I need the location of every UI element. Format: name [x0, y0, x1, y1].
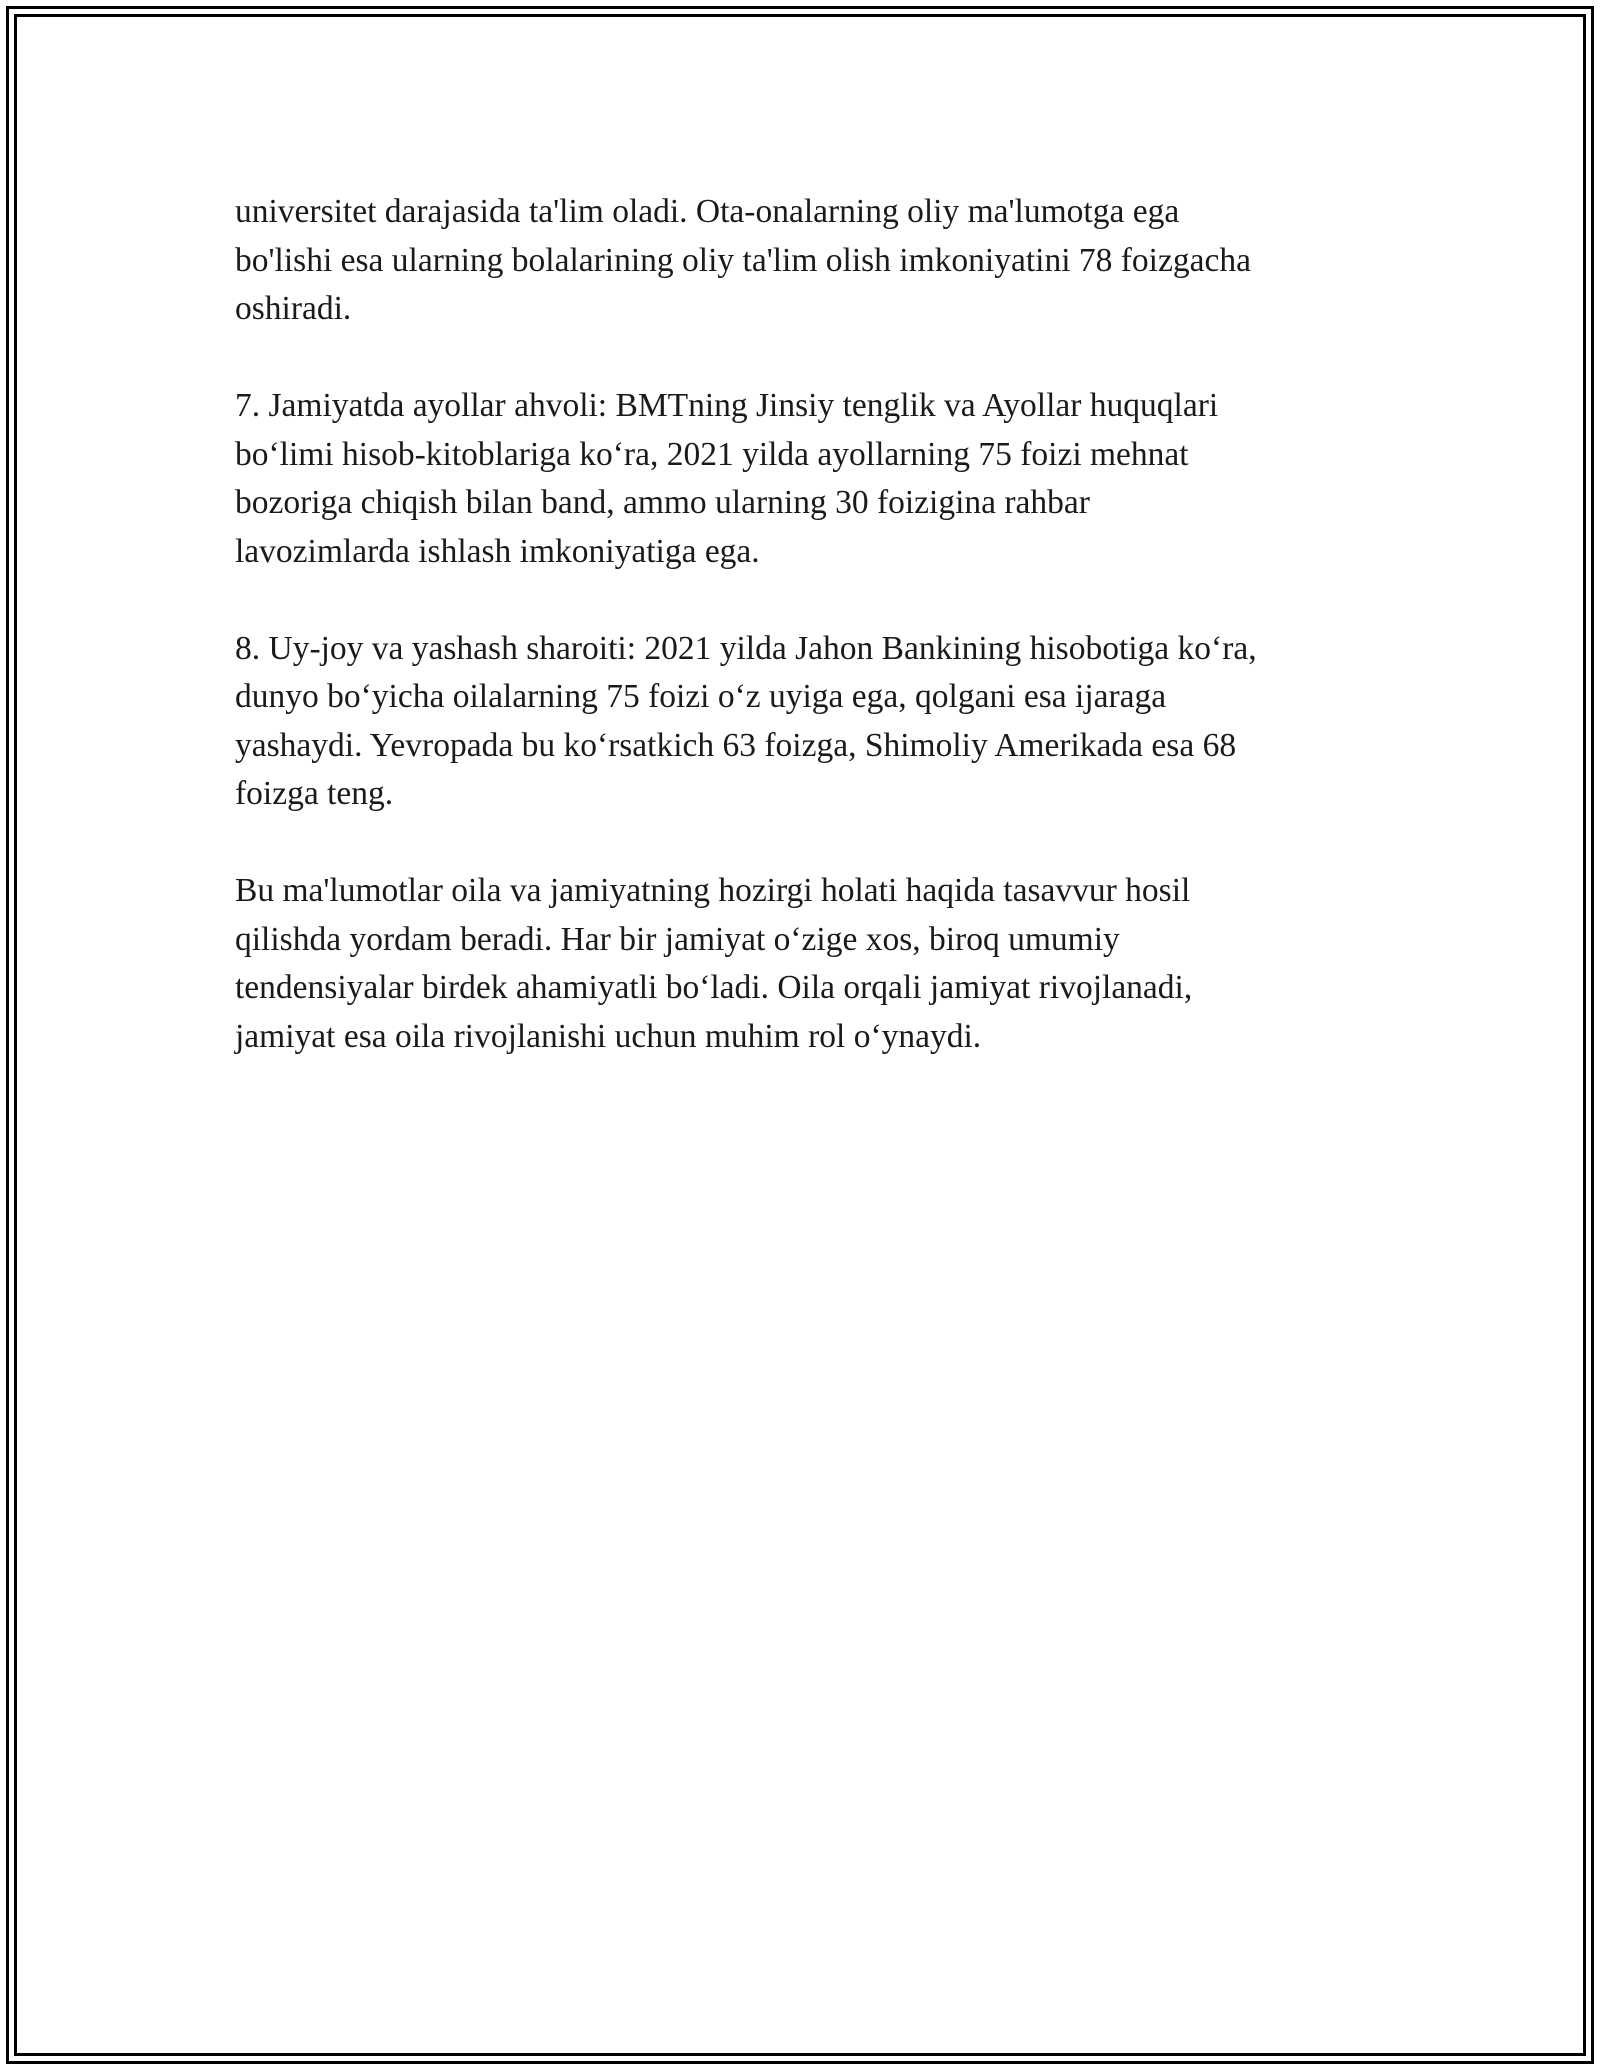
text-line: 7. Jamiyatda ayollar ahvoli: BMTning Jinsiy tenglik va Ayollar huquqlari	[235, 387, 1219, 424]
text-line: oshiradi.	[235, 290, 352, 327]
text-line: bo'lishi esa ularning bolalarining oliy ta'lim olish imkoniyatini 78 foizgacha	[235, 241, 1251, 279]
text-line: tendensiyalar birdek ahamiyatli bo‘ladi. Oila orqali jamiyat rivojlanadi,	[235, 969, 1193, 1006]
text-line: 8. Uy-joy va yashash sharoiti: 2021 yilda Jahon Bankining hisobotiga ko‘ra,	[235, 629, 1257, 667]
text-line: yashaydi. Yevropada bu ko‘rsatkich 63 foizga, Shimoliy Amerikada esa 68	[235, 726, 1237, 764]
paragraph-conclusion	[235, 867, 1385, 1061]
text-line: bozoriga chiqish bilan band, ammo ularning 30 foizigina rahbar	[235, 484, 1090, 521]
paragraph-housing	[235, 625, 1385, 819]
text-line: foizga teng.	[235, 775, 394, 812]
text-line: dunyo bo‘yicha oilalarning 75 foizi o‘z uyiga ega, qolgani esa ijaraga	[235, 678, 1167, 715]
text-line: lavozimlarda ishlash imkoniyatiga ega.	[235, 532, 760, 570]
paragraph-education	[235, 188, 1385, 334]
text-line: jamiyat esa oila rivojlanishi uchun muhim rol o‘ynaydi.	[235, 1017, 982, 1055]
text-line: qilishda yordam beradi. Har bir jamiyat o‘zige xos, biroq umumiy	[235, 920, 1120, 958]
text-line: bo‘limi hisob-kitoblariga ko‘ra, 2021 yilda ayollarning 75 foizi mehnat	[235, 435, 1189, 473]
document-body	[235, 188, 1385, 1110]
paragraph-women-status	[235, 382, 1385, 576]
text-line: Bu ma'lumotlar oila va jamiyatning hozirgi holati haqida tasavvur hosil	[235, 872, 1191, 909]
text-line: universitet darajasida ta'lim oladi. Ota-onalarning oliy ma'lumotga ega	[235, 193, 1180, 230]
